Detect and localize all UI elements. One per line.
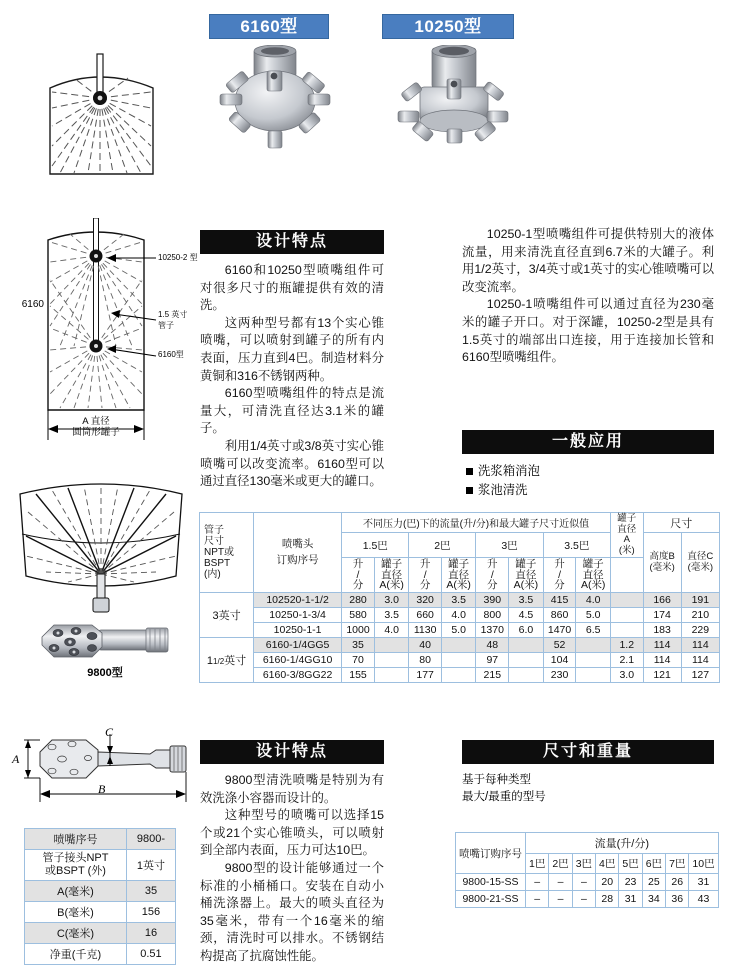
cell-d35: 6.5 <box>576 622 611 637</box>
table-row <box>25 944 176 965</box>
text-dimensions-note <box>462 772 714 806</box>
cell-f35: 230 <box>543 667 576 682</box>
spec-label: A(毫米) <box>25 881 127 902</box>
group-size-unit: 英寸 <box>224 654 247 667</box>
cell-f35: 1470 <box>543 622 576 637</box>
pipe-size-l3: NPT或 <box>204 546 234 558</box>
header-diameter-c <box>681 533 719 593</box>
group-size-1half-inch <box>200 637 254 682</box>
table-header-row <box>456 833 719 854</box>
lpm-l2: / <box>558 568 561 581</box>
cell-tank: 2.1 <box>610 652 643 667</box>
header-tank-diameter <box>610 513 643 558</box>
header-nozzle-order-no: 喷嘴订购序号 <box>456 833 526 874</box>
list-item <box>466 462 714 481</box>
cell-d3 <box>509 652 543 667</box>
cell-dc: 229 <box>681 622 719 637</box>
heading-design-features-bottom: 设计特点 <box>200 740 384 764</box>
callout-10250-2: 10250-2 型 <box>158 253 198 262</box>
cell-value: – <box>549 874 572 891</box>
cell-f35: 104 <box>543 652 576 667</box>
flow-table-head <box>456 833 719 874</box>
cell-d35: 5.0 <box>576 607 611 622</box>
table-row <box>25 881 176 902</box>
table-row <box>200 637 720 652</box>
flow-rate-table <box>455 832 719 908</box>
cell-f3: 390 <box>476 592 509 607</box>
header-height-b <box>643 533 681 593</box>
paragraph: 10250-1型喷嘴组件可提供特别大的液体流量，用来清洗直径直到6.7米的大罐子。利用1/2英寸，3/4英寸或1英寸的实心锥喷嘴可以改变流率。 <box>462 227 714 294</box>
header-pipe-size <box>200 513 254 593</box>
header-dia-3 <box>509 558 543 593</box>
text-design-features-9800 <box>200 772 384 966</box>
spec-table-9800 <box>24 828 176 965</box>
heading-design-features-top: 设计特点 <box>200 230 384 254</box>
paragraph: 6160型喷嘴组件的特点是流量大，可清洗直径达3.1米的罐子。 <box>200 386 384 436</box>
tank-dim-line1: A 直径 <box>82 416 110 427</box>
cell-d15: 4.0 <box>374 622 408 637</box>
group-size-main: 1 <box>206 654 214 667</box>
cell-d15 <box>374 652 408 667</box>
cell-value: 31 <box>689 874 718 891</box>
dia-l3: A(米) <box>513 579 539 591</box>
header-order-number <box>254 513 342 593</box>
lpm-l1: 升 <box>554 558 565 570</box>
height-b-l1: 高度B <box>649 551 675 563</box>
table-row <box>456 874 719 891</box>
header-pressure-1: 1巴 <box>526 854 549 874</box>
header-pressure-1-5: 1.5巴 <box>342 533 409 558</box>
dia-l3: A(米) <box>580 579 606 591</box>
lpm-l3: 分 <box>352 579 364 591</box>
tank-dia-l3: A <box>623 534 630 545</box>
cell-value: 25 <box>642 874 665 891</box>
table-row <box>200 607 720 622</box>
cell-dc: 127 <box>681 667 719 682</box>
cell-d2: 4.0 <box>441 607 475 622</box>
cell-order: 10250-1-1 <box>254 622 342 637</box>
cell-value: – <box>549 891 572 908</box>
cell-f35: 52 <box>543 637 576 652</box>
dia-l1: 罐子 <box>582 558 604 570</box>
table-header-row <box>200 513 720 533</box>
cell-f2: 80 <box>409 652 442 667</box>
dim-label-a: A <box>12 752 20 766</box>
spec-value: 35 <box>126 881 175 902</box>
cell-value: – <box>526 891 549 908</box>
dia-l2: 直径 <box>448 568 470 581</box>
model-banner-10250: 10250型 <box>382 14 514 39</box>
dia-l2: 直径 <box>582 568 604 581</box>
cell-d15: 3.0 <box>374 592 408 607</box>
bullet-square-icon <box>466 487 473 494</box>
cell-value: 31 <box>619 891 642 908</box>
heading-general-applications: 一般应用 <box>462 430 714 454</box>
lpm-l3: 分 <box>487 579 498 591</box>
cell-d35 <box>576 637 611 652</box>
bullet-square-icon <box>466 468 473 475</box>
table-row <box>456 891 719 908</box>
cell-order: 6160-1/4GG5 <box>254 637 342 652</box>
header-lpm-3-5 <box>543 558 576 593</box>
dim-label-b: B <box>98 782 106 796</box>
cell-value: – <box>572 891 595 908</box>
cell-f2: 177 <box>409 667 442 682</box>
tank-dim-line2: 圆筒形罐子 <box>72 427 120 438</box>
callout-6160: 6160型 <box>158 350 184 359</box>
cell-hb: 166 <box>643 592 681 607</box>
dia-l1: 罐子 <box>515 558 537 570</box>
cell-order: 6160-3/8GG22 <box>254 667 342 682</box>
cell-hb: 121 <box>643 667 681 682</box>
pipe-size-l2: 尺寸 <box>204 535 224 547</box>
heading-dimensions-weight: 尺寸和重量 <box>462 740 714 764</box>
list-item <box>466 481 714 500</box>
table-row <box>200 652 720 667</box>
cell-value: 28 <box>596 891 619 908</box>
lpm-l3: 分 <box>419 579 431 591</box>
list-item-label: 洗浆箱消泡 <box>478 464 540 478</box>
table-row <box>25 829 176 850</box>
header-lpm-3 <box>476 558 509 593</box>
caption-9800: 9800型 <box>87 667 123 679</box>
cell-hb: 114 <box>643 652 681 667</box>
product-photo-9800 <box>30 617 180 663</box>
spec-label: C(毫米) <box>25 923 127 944</box>
pipe-size-l4: BSPT <box>204 557 231 569</box>
cell-d15: 3.5 <box>374 607 408 622</box>
cell-value: 26 <box>666 874 689 891</box>
cell-d3 <box>509 637 543 652</box>
spec-value: 0.51 <box>126 944 175 965</box>
dia-l3: A(米) <box>379 579 404 591</box>
header-dimensions-group: 尺寸 <box>643 513 719 533</box>
spec-value: 9800- <box>126 829 175 850</box>
table-row <box>25 850 176 881</box>
order-no-l1: 喷嘴头 <box>281 538 314 551</box>
spec-label-line2: 或BSPT (外) <box>45 865 106 877</box>
performance-table <box>199 512 720 683</box>
note-line1: 基于每种类型 <box>462 774 531 786</box>
cell-f35: 860 <box>543 607 576 622</box>
header-pressure-10: 10巴 <box>689 854 718 874</box>
cell-value: 34 <box>642 891 665 908</box>
tank-left-label: 6160 <box>21 299 44 310</box>
dia-c-l2: (毫米) <box>687 562 713 574</box>
table-row <box>200 667 720 682</box>
header-flow-group: 不同压力(巴)下的流量(升/分)和最大罐子尺寸近似值 <box>342 513 611 533</box>
cell-tank <box>610 622 643 637</box>
cell-dc: 114 <box>681 637 719 652</box>
lpm-l1: 升 <box>352 558 364 570</box>
dim-label-c: C <box>105 725 114 739</box>
list-item-label: 浆池清洗 <box>478 483 528 497</box>
tank-dia-l2: 直径 <box>617 523 637 535</box>
paragraph: 6160和10250型喷嘴组件可对很多尺寸的瓶罐提供有效的清洗。 <box>200 263 384 313</box>
cell-f15: 35 <box>342 637 375 652</box>
paragraph: 9800型的设计能够通过一个标准的小桶桶口。安装在自动小桶洗涤器上。最大的喷头直径为35毫米，带有一个16毫米的缩颈，清洗时可以排水。不锈钢结构提高了抗腐蚀性能。 <box>200 860 384 963</box>
cell-value: 20 <box>596 874 619 891</box>
cell-dc: 191 <box>681 592 719 607</box>
cell-d2: 3.5 <box>441 592 475 607</box>
header-pressure-2: 2巴 <box>549 854 572 874</box>
cell-value: – <box>526 874 549 891</box>
cell-f15: 580 <box>342 607 375 622</box>
cell-nozzle-name: 9800-21-SS <box>456 891 526 908</box>
lpm-l2: / <box>490 568 494 581</box>
cell-dc: 114 <box>681 652 719 667</box>
dia-l1: 罐子 <box>381 558 403 570</box>
tank-dia-l1: 罐子 <box>617 513 637 524</box>
pipe-size-l5: (内) <box>204 568 221 580</box>
cell-hb: 114 <box>643 637 681 652</box>
list-applications <box>466 462 714 500</box>
tank-dim-caption <box>48 416 144 438</box>
header-pressure-3-5: 3.5巴 <box>543 533 610 558</box>
header-dia-2 <box>441 558 475 593</box>
cell-d35 <box>576 667 611 682</box>
cell-f15: 155 <box>342 667 375 682</box>
header-pressure-5: 5巴 <box>619 854 642 874</box>
cell-value: 36 <box>666 891 689 908</box>
cell-f2: 40 <box>409 637 442 652</box>
dia-l2: 直径 <box>381 568 403 581</box>
cell-tank <box>610 607 643 622</box>
tank-dia-l4: (米) <box>618 544 635 556</box>
spec-table-body <box>25 829 176 965</box>
lpm-l1: 升 <box>487 558 498 570</box>
dia-l2: 直径 <box>515 568 537 581</box>
group-size-fraction: 1/2 <box>213 656 225 666</box>
cell-d35 <box>576 652 611 667</box>
cell-value: – <box>572 874 595 891</box>
table-row <box>25 902 176 923</box>
callout-pipe-size: 1.5 英寸 <box>158 310 188 319</box>
cell-f2: 660 <box>409 607 442 622</box>
cell-d3: 3.5 <box>509 592 543 607</box>
lpm-l1: 升 <box>419 558 431 570</box>
header-pressure-3: 3巴 <box>476 533 543 558</box>
cell-tank: 1.2 <box>610 637 643 652</box>
table-row <box>25 923 176 944</box>
paragraph: 9800型清洗喷嘴是特别为有效洗涤小容器而设计的。 <box>200 773 384 805</box>
group-size-3inch: 3英寸 <box>200 592 254 637</box>
cell-order: 102520-1-1/2 <box>254 592 342 607</box>
paragraph: 利用1/4英寸或3/8英寸实心锥喷嘴可以改变流率。6160型可以通过直径130毫米或更大的罐口。 <box>200 438 384 489</box>
performance-table-head <box>200 513 720 593</box>
cell-order: 10250-1-3/4 <box>254 607 342 622</box>
model-banner-6160: 6160型 <box>209 14 329 39</box>
spec-value: 1英寸 <box>126 850 175 881</box>
cell-f3: 1370 <box>476 622 509 637</box>
cell-nozzle-name: 9800-15-SS <box>456 874 526 891</box>
paragraph: 10250-1喷嘴组件可以通过直径为230毫米的罐子开口。对于深罐，10250-2型是具有1.5英寸的端部出口连接，用于连接加长管和6160型喷嘴组件。 <box>462 297 714 365</box>
product-photo-6160 <box>212 45 337 165</box>
spec-label: B(毫米) <box>25 902 127 923</box>
cell-f3: 97 <box>476 652 509 667</box>
header-flow-rate: 流量(升/分) <box>526 833 719 854</box>
spec-label: 净重(千克) <box>25 944 127 965</box>
cell-hb: 183 <box>643 622 681 637</box>
performance-table-body <box>200 592 720 682</box>
header-lpm-2 <box>409 558 442 593</box>
table-row <box>200 592 720 607</box>
lpm-l2: / <box>356 568 360 581</box>
cell-f15: 1000 <box>342 622 375 637</box>
note-line2: 最大/最重的型号 <box>462 791 546 803</box>
spec-label <box>25 850 127 881</box>
paragraph: 这两种型号都有13个实心锥喷嘴，可以喷射到罐子的所有内表面，压力直到4巴。制造材料分黄铜和316不锈钢两种。 <box>200 315 384 383</box>
height-b-l2: (毫米) <box>649 562 675 574</box>
text-design-features-top <box>200 262 384 491</box>
cell-f35: 415 <box>543 592 576 607</box>
cell-d2: 5.0 <box>441 622 475 637</box>
cell-d3 <box>509 667 543 682</box>
cell-d35: 4.0 <box>576 592 611 607</box>
header-pressure-7: 7巴 <box>666 854 689 874</box>
header-pressure-6: 6巴 <box>642 854 665 874</box>
header-pressure-2: 2巴 <box>409 533 476 558</box>
cell-d2 <box>441 667 475 682</box>
spec-label-line1: 管子接头NPT <box>42 852 109 864</box>
cell-f3: 215 <box>476 667 509 682</box>
cell-hb: 174 <box>643 607 681 622</box>
spec-value: 156 <box>126 902 175 923</box>
figure-9800-spray <box>6 472 196 622</box>
spec-value: 16 <box>126 923 175 944</box>
header-pressure-4: 4巴 <box>596 854 619 874</box>
order-no-l2: 订购序号 <box>276 554 319 567</box>
cell-tank: 3.0 <box>610 667 643 682</box>
table-row <box>200 622 720 637</box>
flow-table-body <box>456 874 719 908</box>
lpm-l3: 分 <box>554 579 565 591</box>
figure-top-tank <box>8 26 193 201</box>
cell-d2 <box>441 637 475 652</box>
cell-value: 23 <box>619 874 642 891</box>
cell-f15: 70 <box>342 652 375 667</box>
cell-dc: 210 <box>681 607 719 622</box>
cell-d15 <box>374 637 408 652</box>
header-dia-3-5 <box>576 558 611 593</box>
cell-f2: 320 <box>409 592 442 607</box>
header-lpm-1-5 <box>342 558 375 593</box>
cell-f3: 800 <box>476 607 509 622</box>
spec-label: 喷嘴序号 <box>25 829 127 850</box>
product-photo-10250 <box>392 45 512 165</box>
cell-d3: 6.0 <box>509 622 543 637</box>
dia-l1: 罐子 <box>448 558 470 570</box>
callout-pipe-size-2: 管子 <box>158 321 174 330</box>
header-pressure-3: 3巴 <box>572 854 595 874</box>
paragraph: 这种型号的喷嘴可以选择15个或21个实心锥喷头，可以喷射到全部内表面，压力可达10巴。 <box>200 808 384 858</box>
cell-f2: 1130 <box>409 622 442 637</box>
cell-tank <box>610 592 643 607</box>
header-dia-1-5 <box>374 558 408 593</box>
cell-d15 <box>374 667 408 682</box>
pipe-size-l1: 管子 <box>204 524 224 536</box>
cell-value: 43 <box>689 891 718 908</box>
cell-f15: 280 <box>342 592 375 607</box>
cell-d2 <box>441 652 475 667</box>
dia-c-l1: 直径C <box>687 551 714 563</box>
dia-l3: A(米) <box>446 579 471 591</box>
text-10250-description <box>462 226 714 367</box>
cell-d3: 4.5 <box>509 607 543 622</box>
cell-order: 6160-1/4GG10 <box>254 652 342 667</box>
lpm-l2: / <box>423 568 427 581</box>
cell-f3: 48 <box>476 637 509 652</box>
